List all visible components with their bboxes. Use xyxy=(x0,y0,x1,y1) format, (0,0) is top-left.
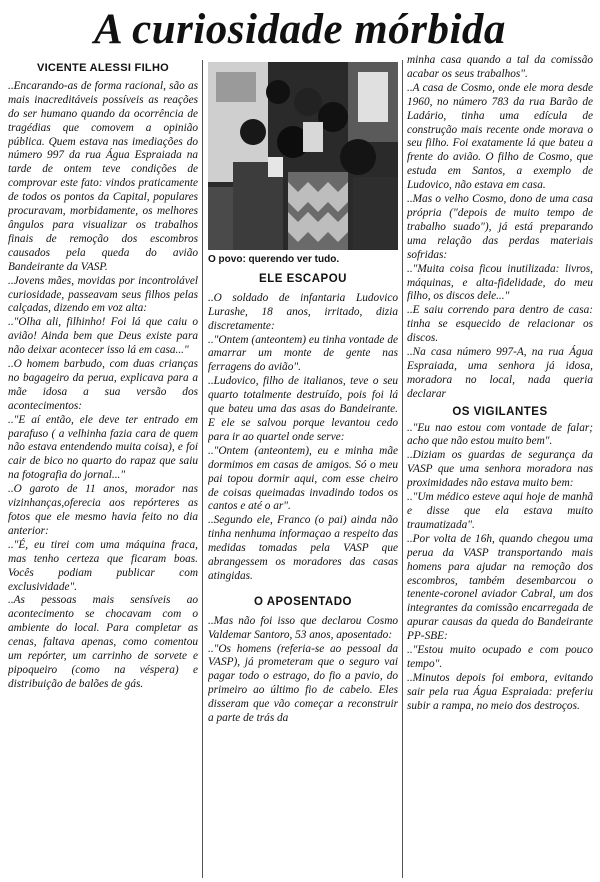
paragraph: ..O homem barbudo, com duas crianças no bagageiro da perua, explicava para a mãe idosa a sua versão dos acontecimentos: xyxy=(8,358,198,412)
crowd-photo xyxy=(208,62,398,250)
column-2-body-a xyxy=(208,292,398,584)
column-2 xyxy=(208,62,398,880)
paragraph: ..E saiu correndo para dentro de casa: tinha se esquecido de relacionar os discos. xyxy=(407,304,593,345)
headline: A curiosidade mórbida xyxy=(94,6,506,53)
column-3 xyxy=(407,54,593,872)
paragraph: .."E aí então, ele deve ter entrado em parafuso ( a velhinha fazia cara de quem não estava entendendo muita coisa), e foi cair de bico no quarto do rapaz que saiu na fotografia do jornal..." xyxy=(8,413,198,482)
column-divider xyxy=(402,60,403,878)
paragraph: .."Eu nao estou com vontade de falar; acho que não estou muito bem". xyxy=(407,421,593,448)
subheading-o-aposentado: O APOSENTADO xyxy=(253,595,352,608)
paragraph: ..Jovens mães, movidas por incontrolável curiosidade, passeavam seus filhos pelas calçadas, dizendo em voz alta: xyxy=(8,274,198,315)
paragraph: ..Minutos depois foi embora, evitando sair pela rua Água Espraiada: preferiu subir a rampa, no meio dos destroços. xyxy=(407,671,593,712)
paragraph: .."Ontem (anteontem) eu tinha vontade de amarrar um monte de gente nas ferragens do avião". xyxy=(208,333,398,374)
subheading-ele-escapou: ELE ESCAPOU xyxy=(259,272,347,285)
paragraph: ..Diziam os guardas de segurança da VASP que uma senhora moradora nas proximidades não estava muito bem: xyxy=(407,449,593,490)
crowd-photo-image xyxy=(208,62,398,250)
paragraph: ..A casa de Cosmo, onde ele mora desde 1960, no número 783 da rua Barão de Ladário, tinha uma edícula de construção mais recente onde morava o seu filho. Foi exatamente lá que bateu a frente do avião. O filho de Cosmo, que estuda em Santos, a exemplo de Ludovico, não estava em casa. xyxy=(407,81,593,192)
paragraph: ..Por volta de 16h, quando chegou uma perua da VASP transportando mais homens para ajudar na remoção dos escombros, também desembarcou o tenente-coronel aviador Cabral, um dos integrantes da comissão encarregada de apurar causas da queda do Bandeirante PP-SBE: xyxy=(407,532,593,643)
paragraph: .."Ontem (anteontem), eu e minha mãe dormimos em casas de amigos. Só o meu pai topou dormir aqui, com esse cheiro de coisas queimadas invadindo todos os cantos e até o ar". xyxy=(208,444,398,513)
byline: VICENTE ALESSI FILHO xyxy=(36,62,170,74)
subheading-os-vigilantes: OS VIGILANTES xyxy=(452,405,548,418)
paragraph: .."Muita coisa ficou inutilizada: livros, máquinas, e alta-fidelidade, do meu filho, os discos dele..." xyxy=(407,262,593,303)
paragraph: ..Encarando-as de forma racional, são as mais inacreditáveis possíveis as reações do ser humano quando da ocorrência de tragédias que comovem a opinião pública. Quem estava nas imediações do número 997 da rua Água Espraiada na tarde de ontem teve condições de comprovar este fato: vindos praticamente de todos os pontos da Capital, populares procuravam, morbidamente, os melhores ângulos para visualizar os trabalhos finais de remoção dos escombros causados pela queda do avião Bandeirante da VASP. xyxy=(8,79,198,273)
paragraph: ..As pessoas mais sensíveis ao acontecimento se chocavam com o ambiente do local. Para completar as cenas, faltava apenas, como comentou um repórter, um carrinho de sorvete e pipoqueiro (como na véspera) e distribuição de balões de gás. xyxy=(8,594,198,690)
paragraph: ..O soldado de infantaria Ludovico Lurashe, 18 anos, irritado, dizia discretamente: xyxy=(208,291,398,332)
photo-caption: O povo: querendo ver tudo. xyxy=(208,254,340,265)
paragraph: ..Mas o velho Cosmo, dono de uma casa própria ("depois de muito tempo de trabalho suado"), já está preparando uma relação das perdas materiais sofridas: xyxy=(407,193,593,261)
paragraph: minha casa quando a tal da comissão acabar os seus trabalhos". xyxy=(407,54,593,80)
column-1-body xyxy=(8,80,198,692)
paragraph: ..O garoto de 11 anos, morador nas vizinhanças,oferecia aos repórteres as fotos que ele mesmo havia feito no dia anterior: xyxy=(8,483,198,537)
column-2-body-b xyxy=(208,615,398,726)
paragraph: .."Estou muito ocupado e com pouco tempo". xyxy=(407,644,593,670)
paragraph: .."Um médico esteve aqui hoje de manhã e disse que ela estava muito traumatizada". xyxy=(407,491,593,531)
paragraph: ..Na casa número 997-A, na rua Água Espraiada, uma senhora já idosa, moradora no local, nada queria declarar xyxy=(407,346,593,400)
paragraph: .."É, eu tirei com uma máquina fraca, mas tenho certeza que ficaram boas. Vocês podiam publicar com exclusividade". xyxy=(8,538,198,593)
column-3-body-b xyxy=(407,422,593,714)
column-1 xyxy=(8,60,198,878)
paragraph: ..Segundo ele, Franco (o pai) ainda não tinha nenhuma informaçao a respeito das medidas tomadas pela VASP que abrangessem os moradores das casas atingidas. xyxy=(208,514,398,582)
paragraph: .."Os homens (referia-se ao pessoal da VASP), já prometeram que o seguro vai pagar todo o estrago, do fio a pavio, do primeiro ao último fio de cabelo. Eles disseram que vão começar a reconstruir a parte de trás da xyxy=(208,642,398,725)
column-divider xyxy=(202,60,203,878)
paragraph: ..Mas não foi isso que declarou Cosmo Valdemar Santoro, 53 anos, aposentado: xyxy=(208,614,398,641)
paragraph: .."Olha ali, filhinho! Foi lá que caiu o avião! Ainda bem que Deus existe para não deixar acontecer isso lá em casa..." xyxy=(8,316,198,357)
column-3-body-a xyxy=(407,54,593,402)
paragraph: ..Ludovico, filho de italianos, teve o seu quarto totalmente destruído, pois foi lá que bateu uma das asas do Bandeirante. E ele se salvou porque levantou cedo para ir ao quartel onde serve: xyxy=(208,375,398,443)
